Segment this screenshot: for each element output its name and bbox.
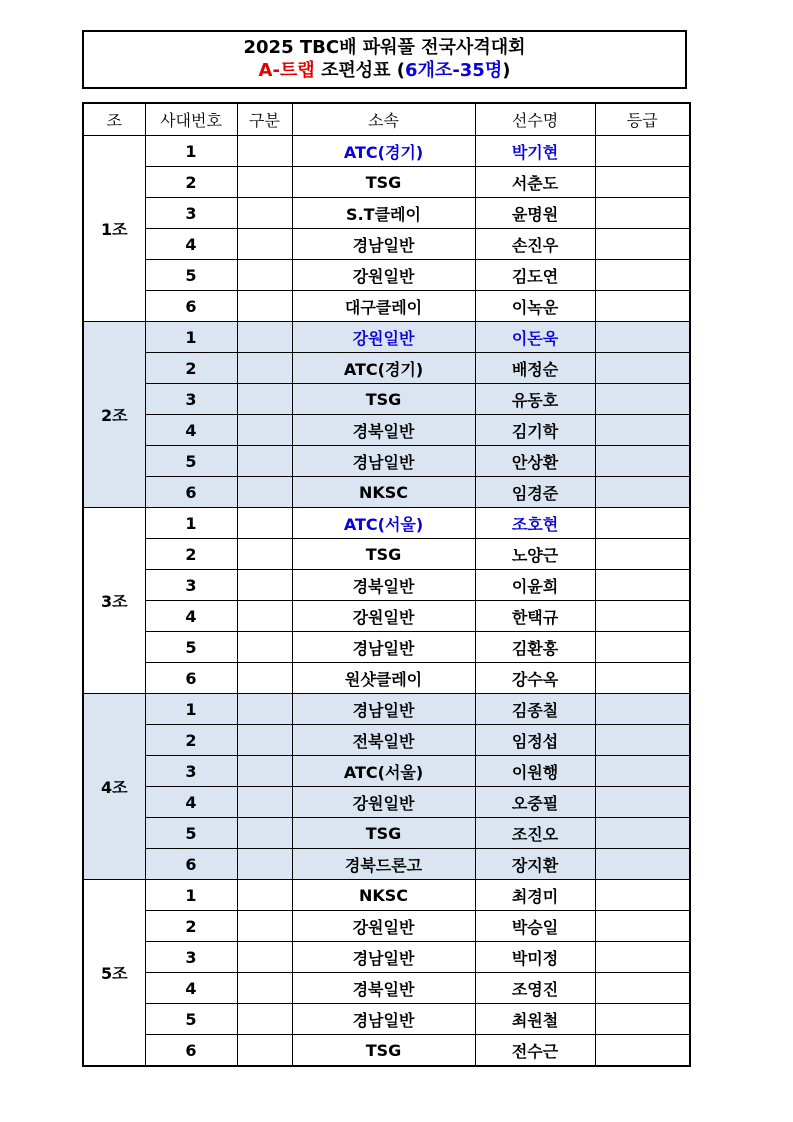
table-row xyxy=(83,756,690,787)
table-row xyxy=(83,632,690,663)
group-name-cell: 2조 xyxy=(83,322,145,508)
grade-cell xyxy=(595,508,690,539)
division-cell xyxy=(237,446,292,477)
player-name-cell: 안상환 xyxy=(475,446,595,477)
station-number-cell: 3 xyxy=(145,570,237,601)
player-name-cell: 전수근 xyxy=(475,1035,595,1067)
player-name-cell: 배정순 xyxy=(475,353,595,384)
player-name-cell: 김도연 xyxy=(475,260,595,291)
division-cell xyxy=(237,260,292,291)
division-cell xyxy=(237,663,292,694)
division-cell xyxy=(237,477,292,508)
player-name-cell: 강수옥 xyxy=(475,663,595,694)
team-cell: 원샷클레이 xyxy=(292,663,475,694)
division-cell xyxy=(237,384,292,415)
division-cell xyxy=(237,570,292,601)
grade-cell xyxy=(595,539,690,570)
squad-group xyxy=(83,136,690,322)
group-name-cell: 4조 xyxy=(83,694,145,880)
table-row xyxy=(83,694,690,725)
squad-group xyxy=(83,508,690,694)
squad-group xyxy=(83,694,690,880)
table-row xyxy=(83,849,690,880)
grade-cell xyxy=(595,291,690,322)
division-cell xyxy=(237,911,292,942)
station-number-cell: 3 xyxy=(145,756,237,787)
division-cell xyxy=(237,787,292,818)
division-cell xyxy=(237,291,292,322)
group-name-cell: 3조 xyxy=(83,508,145,694)
squad-group xyxy=(83,322,690,508)
division-cell xyxy=(237,353,292,384)
grade-cell xyxy=(595,570,690,601)
grade-cell xyxy=(595,880,690,911)
station-number-cell: 4 xyxy=(145,787,237,818)
table-row xyxy=(83,911,690,942)
grade-cell xyxy=(595,477,690,508)
team-cell: TSG xyxy=(292,1035,475,1067)
grade-cell xyxy=(595,353,690,384)
division-cell xyxy=(237,136,292,167)
table-header xyxy=(83,103,690,136)
player-name-cell: 한택규 xyxy=(475,601,595,632)
player-name-cell: 노양근 xyxy=(475,539,595,570)
team-cell: S.T클레이 xyxy=(292,198,475,229)
player-name-cell: 임경준 xyxy=(475,477,595,508)
grade-cell xyxy=(595,415,690,446)
subtitle-label: 조편성표 ( xyxy=(314,60,406,81)
table-row xyxy=(83,725,690,756)
grade-cell xyxy=(595,136,690,167)
team-cell: 경남일반 xyxy=(292,229,475,260)
station-number-cell: 6 xyxy=(145,663,237,694)
table-row xyxy=(83,446,690,477)
division-cell xyxy=(237,694,292,725)
station-number-cell: 1 xyxy=(145,694,237,725)
station-number-cell: 1 xyxy=(145,508,237,539)
team-cell: TSG xyxy=(292,384,475,415)
grade-cell xyxy=(595,725,690,756)
division-cell xyxy=(237,725,292,756)
station-number-cell: 5 xyxy=(145,632,237,663)
grade-cell xyxy=(595,663,690,694)
player-name-cell: 박미정 xyxy=(475,942,595,973)
grade-cell xyxy=(595,911,690,942)
station-number-cell: 5 xyxy=(145,260,237,291)
group-name-cell: 5조 xyxy=(83,880,145,1067)
team-cell: TSG xyxy=(292,167,475,198)
station-number-cell: 5 xyxy=(145,446,237,477)
grade-cell xyxy=(595,446,690,477)
division-cell xyxy=(237,415,292,446)
team-cell: 경남일반 xyxy=(292,942,475,973)
team-cell: 경남일반 xyxy=(292,1004,475,1035)
station-number-cell: 4 xyxy=(145,229,237,260)
grade-cell xyxy=(595,384,690,415)
header-row xyxy=(83,103,690,136)
event-name: A-트랩 xyxy=(258,60,315,81)
grade-cell xyxy=(595,756,690,787)
station-number-cell: 6 xyxy=(145,477,237,508)
player-name-cell: 임정섭 xyxy=(475,725,595,756)
table-row xyxy=(83,477,690,508)
table-row xyxy=(83,973,690,1004)
station-number-cell: 1 xyxy=(145,880,237,911)
table-row xyxy=(83,508,690,539)
table-row xyxy=(83,570,690,601)
header-division: 구분 xyxy=(237,103,292,136)
header-group: 조 xyxy=(83,103,145,136)
grade-cell xyxy=(595,849,690,880)
station-number-cell: 3 xyxy=(145,198,237,229)
team-cell: 경남일반 xyxy=(292,632,475,663)
team-cell: 경북일반 xyxy=(292,570,475,601)
division-cell xyxy=(237,880,292,911)
table-row xyxy=(83,880,690,911)
division-cell xyxy=(237,756,292,787)
group-name-cell: 1조 xyxy=(83,136,145,322)
station-number-cell: 6 xyxy=(145,291,237,322)
station-number-cell: 3 xyxy=(145,942,237,973)
table-row xyxy=(83,260,690,291)
table-row xyxy=(83,229,690,260)
table-row xyxy=(83,136,690,167)
grade-cell xyxy=(595,1035,690,1067)
player-name-cell: 이녹운 xyxy=(475,291,595,322)
team-cell: 강원일반 xyxy=(292,260,475,291)
station-number-cell: 3 xyxy=(145,384,237,415)
team-cell: 강원일반 xyxy=(292,911,475,942)
table-row xyxy=(83,167,690,198)
table-row xyxy=(83,1004,690,1035)
player-name-cell: 손진우 xyxy=(475,229,595,260)
header-player: 선수명 xyxy=(475,103,595,136)
station-number-cell: 6 xyxy=(145,849,237,880)
player-name-cell: 박기현 xyxy=(475,136,595,167)
table-row xyxy=(83,1035,690,1067)
player-name-cell: 윤명원 xyxy=(475,198,595,229)
station-number-cell: 4 xyxy=(145,415,237,446)
table-row xyxy=(83,663,690,694)
grade-cell xyxy=(595,229,690,260)
station-number-cell: 4 xyxy=(145,601,237,632)
table-row xyxy=(83,942,690,973)
player-name-cell: 최원철 xyxy=(475,1004,595,1035)
group-count: 6개조-35명 xyxy=(405,60,503,81)
grade-cell xyxy=(595,260,690,291)
player-name-cell: 장지환 xyxy=(475,849,595,880)
division-cell xyxy=(237,167,292,198)
table-row xyxy=(83,291,690,322)
grade-cell xyxy=(595,973,690,1004)
grade-cell xyxy=(595,198,690,229)
division-cell xyxy=(237,632,292,663)
station-number-cell: 1 xyxy=(145,322,237,353)
player-name-cell: 김종칠 xyxy=(475,694,595,725)
division-cell xyxy=(237,818,292,849)
division-cell xyxy=(237,322,292,353)
table-row xyxy=(83,601,690,632)
team-cell: ATC(경기) xyxy=(292,136,475,167)
division-cell xyxy=(237,229,292,260)
division-cell xyxy=(237,539,292,570)
player-name-cell: 유동호 xyxy=(475,384,595,415)
team-cell: 강원일반 xyxy=(292,787,475,818)
player-name-cell: 조영진 xyxy=(475,973,595,1004)
player-name-cell: 이윤희 xyxy=(475,570,595,601)
team-cell: 경북일반 xyxy=(292,973,475,1004)
station-number-cell: 2 xyxy=(145,725,237,756)
team-cell: 경남일반 xyxy=(292,694,475,725)
grade-cell xyxy=(595,942,690,973)
station-number-cell: 2 xyxy=(145,539,237,570)
grade-cell xyxy=(595,601,690,632)
station-number-cell: 5 xyxy=(145,818,237,849)
table-row xyxy=(83,787,690,818)
grade-cell xyxy=(595,694,690,725)
grade-cell xyxy=(595,818,690,849)
station-number-cell: 2 xyxy=(145,911,237,942)
division-cell xyxy=(237,973,292,1004)
station-number-cell: 6 xyxy=(145,1035,237,1067)
station-number-cell: 2 xyxy=(145,353,237,384)
document-title-box xyxy=(82,30,687,89)
player-name-cell: 오중필 xyxy=(475,787,595,818)
player-name-cell: 조호현 xyxy=(475,508,595,539)
grade-cell xyxy=(595,632,690,663)
grade-cell xyxy=(595,1004,690,1035)
header-station: 사대번호 xyxy=(145,103,237,136)
header-team: 소속 xyxy=(292,103,475,136)
team-cell: ATC(서울) xyxy=(292,756,475,787)
table-row xyxy=(83,539,690,570)
division-cell xyxy=(237,942,292,973)
station-number-cell: 5 xyxy=(145,1004,237,1035)
division-cell xyxy=(237,601,292,632)
division-cell xyxy=(237,849,292,880)
player-name-cell: 조진오 xyxy=(475,818,595,849)
table-row xyxy=(83,198,690,229)
team-cell: 경북일반 xyxy=(292,415,475,446)
subtitle-close: ) xyxy=(502,60,511,81)
team-cell: ATC(경기) xyxy=(292,353,475,384)
player-name-cell: 김기학 xyxy=(475,415,595,446)
table-row xyxy=(83,818,690,849)
station-number-cell: 2 xyxy=(145,167,237,198)
division-cell xyxy=(237,1035,292,1067)
team-cell: 경북드론고 xyxy=(292,849,475,880)
header-grade: 등급 xyxy=(595,103,690,136)
grade-cell xyxy=(595,167,690,198)
station-number-cell: 1 xyxy=(145,136,237,167)
team-cell: TSG xyxy=(292,539,475,570)
table-row xyxy=(83,384,690,415)
team-cell: 강원일반 xyxy=(292,601,475,632)
division-cell xyxy=(237,508,292,539)
squad-table xyxy=(82,102,691,1067)
team-cell: ATC(서울) xyxy=(292,508,475,539)
division-cell xyxy=(237,198,292,229)
team-cell: 경남일반 xyxy=(292,446,475,477)
player-name-cell: 이원행 xyxy=(475,756,595,787)
table-row xyxy=(83,322,690,353)
team-cell: NKSC xyxy=(292,880,475,911)
team-cell: NKSC xyxy=(292,477,475,508)
document-subtitle xyxy=(84,59,685,83)
player-name-cell: 이돈욱 xyxy=(475,322,595,353)
player-name-cell: 서춘도 xyxy=(475,167,595,198)
team-cell: 대구클레이 xyxy=(292,291,475,322)
document-title: 2025 TBC배 파워풀 전국사격대회 xyxy=(243,37,526,58)
squad-group xyxy=(83,880,690,1067)
station-number-cell: 4 xyxy=(145,973,237,1004)
player-name-cell: 박승일 xyxy=(475,911,595,942)
division-cell xyxy=(237,1004,292,1035)
team-cell: 강원일반 xyxy=(292,322,475,353)
grade-cell xyxy=(595,322,690,353)
team-cell: TSG xyxy=(292,818,475,849)
player-name-cell: 김환홍 xyxy=(475,632,595,663)
team-cell: 전북일반 xyxy=(292,725,475,756)
table-row xyxy=(83,415,690,446)
player-name-cell: 최경미 xyxy=(475,880,595,911)
table-row xyxy=(83,353,690,384)
grade-cell xyxy=(595,787,690,818)
